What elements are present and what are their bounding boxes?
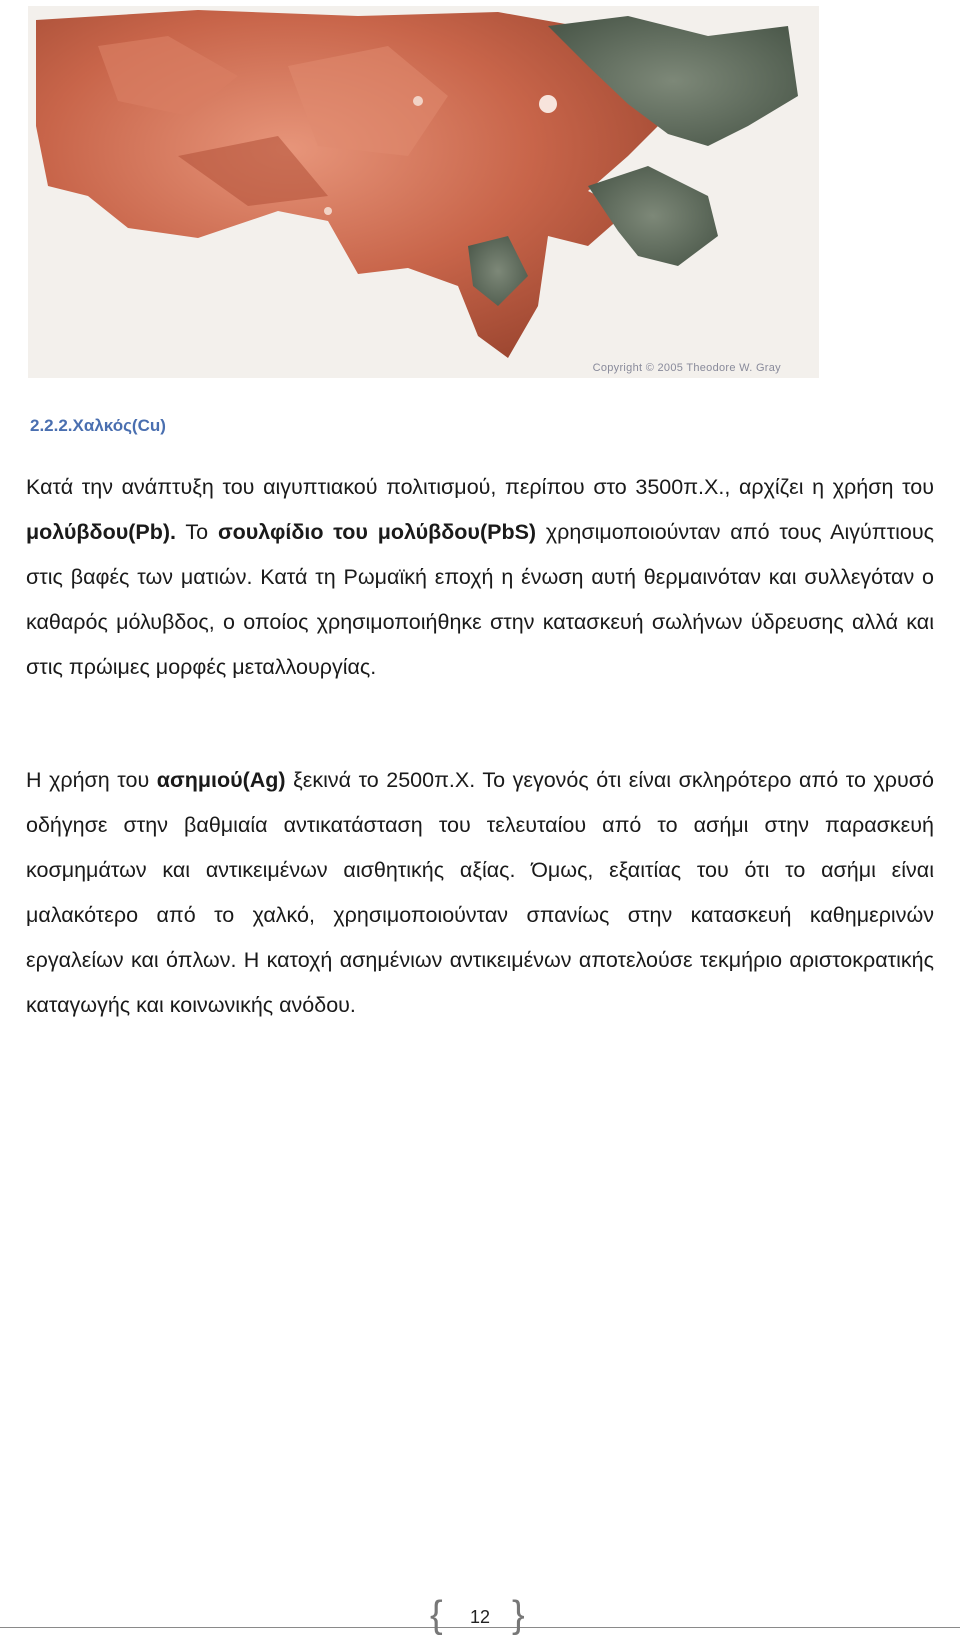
page-number: 12 (469, 1607, 491, 1627)
page-footer (0, 1590, 960, 1640)
bold-term-lead: μολύβδου(Pb). (26, 520, 177, 544)
image-copyright: Copyright © 2005 Theodore W. Gray (592, 362, 781, 374)
paragraph-lead (26, 465, 934, 690)
copper-specimen-illustration (28, 6, 819, 378)
paragraph-silver (26, 758, 934, 1028)
bold-term-silver: ασημιού(Ag) (156, 768, 286, 792)
paragraph-text: ξεκινά το 2500π.Χ. Το γεγονός ότι είναι σκληρότερο από το χρυσό οδήγησε στην βαθμιαία αντικατάσταση του τελευταίου από το ασήμι στην παρασκευή κοσμημάτων και αντικειμένων αισθητικής αξίας. Όμως, εξαιτίας του ότι το ασήμι είναι μαλακότερο από το χαλκό, χρησιμοποιούνταν σπανίως στην κατασκευή καθημερινών εργαλείων και όπλων. Η κατοχή ασημένιων αντικειμένων αποτελούσε τεκμήριο αριστοκρατικής καταγωγής και κοινωνικής ανόδου. (26, 768, 934, 1017)
paragraph-text: χρησιμοποιούνταν από τους Αιγύπτιους στις βαφές των ματιών. Κατά τη Ρωμαϊκή εποχή η ένωση αυτή θερμαινόταν και συλλεγόταν ο καθαρός μόλυβδος, ο οποίος χρησιμοποιήθηκε στην κατασκευή σωλήνων ύδρευσης αλλά και στις πρώιμες μορφές μεταλλουργίας. (26, 520, 934, 679)
copper-mineral-photo (28, 6, 819, 378)
section-heading: 2.2.2.Χαλκός(Cu) (30, 416, 166, 435)
left-brace-icon: { (430, 1594, 443, 1636)
paragraph-text: Κατά την ανάπτυξη του αιγυπτιακού πολιτισμού, περίπου στο 3500π.Χ., αρχίζει η χρήση του (26, 475, 934, 499)
paragraph-text: Το (176, 520, 218, 544)
bold-term-lead-sulfide: σουλφίδιο του μολύβδου(PbS) (217, 520, 537, 544)
paragraph-text: Η χρήση του (26, 768, 157, 792)
right-brace-icon: } (512, 1594, 525, 1636)
